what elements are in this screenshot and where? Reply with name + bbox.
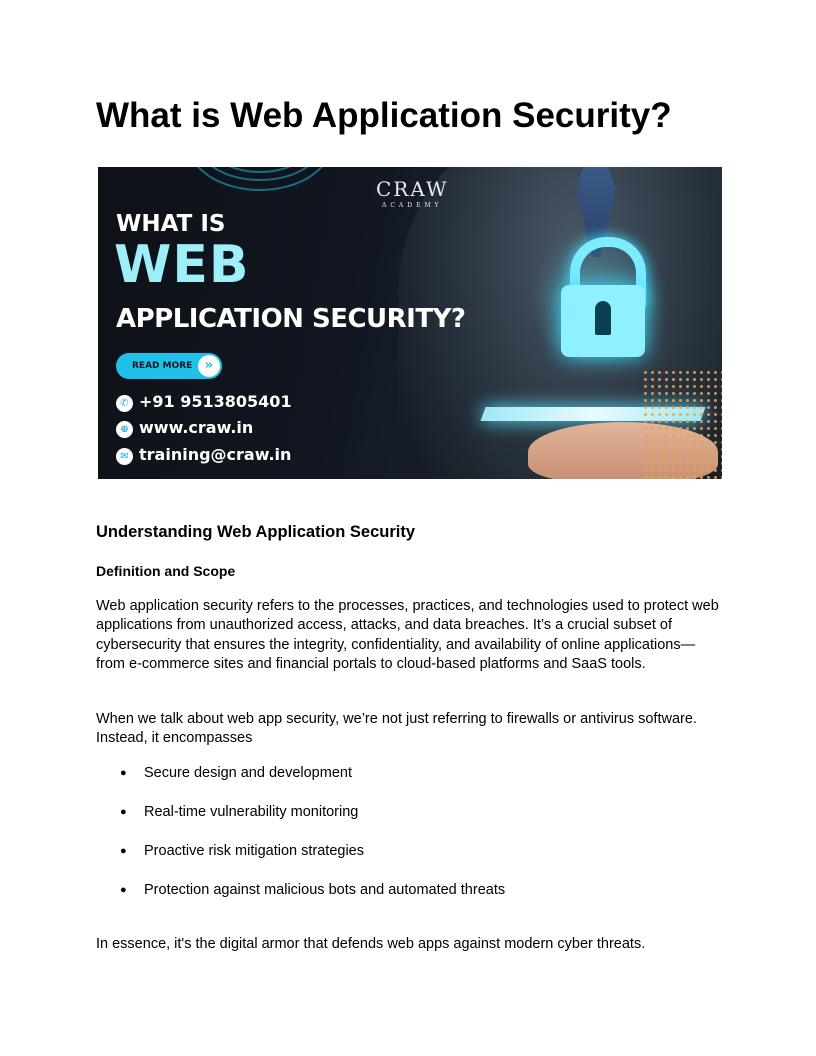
list-item: ● Protection against malicious bots and automated threats [96, 881, 505, 920]
banner-line-what-is: WHAT IS [116, 211, 226, 237]
paragraph-conclusion: In essence, it's the digital armor that defends web apps against modern cyber threats. [96, 936, 646, 952]
phone-icon: ✆ [116, 395, 133, 412]
paragraph-encompasses: When we talk about web app security, we’re not just referring to firewalls or antivirus software. Instead, it encompasses [96, 711, 697, 747]
list-item: ● Real-time vulnerability monitoring [96, 803, 505, 842]
section-heading: Understanding Web Application Security [96, 523, 416, 541]
banner-line-web: WEB [114, 235, 250, 295]
banner-line-application-security: APPLICATION SECURITY? [116, 304, 466, 334]
hero-banner-image [98, 167, 722, 479]
contact-email [116, 445, 291, 465]
globe-icon: ⊕ [116, 421, 133, 438]
paragraph-definition: Web application security refers to the processes, practices, and technologies used to protect web applications from unauthorized access, attacks, and data breaches. It’s a crucial subset of cybersecurity that ensures the integrity, confidentiality, and availability of online applications—from e-commerce sites and financial portals to cloud-based platforms and SaaS tools. [96, 598, 719, 673]
website-url: www.craw.in [139, 418, 254, 437]
list-item: ● Secure design and development [96, 764, 505, 803]
phone-number: +91 9513805401 [139, 392, 292, 411]
contact-phone [116, 392, 292, 412]
contact-website [116, 418, 253, 438]
bullet-list [96, 764, 505, 920]
read-more-button[interactable] [116, 353, 222, 379]
brand-name: CRAW [376, 177, 449, 201]
double-chevron-right-icon: » [198, 355, 220, 377]
keyhole-icon [595, 301, 611, 335]
email-address: training@craw.in [139, 445, 292, 464]
read-more-label: READ MORE [132, 361, 193, 371]
brand-logo [376, 177, 449, 209]
dot-pattern-decoration [642, 369, 722, 479]
page-title: What is Web Application Security? [96, 96, 672, 135]
subsection-heading: Definition and Scope [96, 563, 236, 579]
list-item: ● Proactive risk mitigation strategies [96, 842, 505, 881]
mail-icon: ✉ [116, 448, 133, 465]
brand-subtitle: ACADEMY [382, 202, 443, 209]
